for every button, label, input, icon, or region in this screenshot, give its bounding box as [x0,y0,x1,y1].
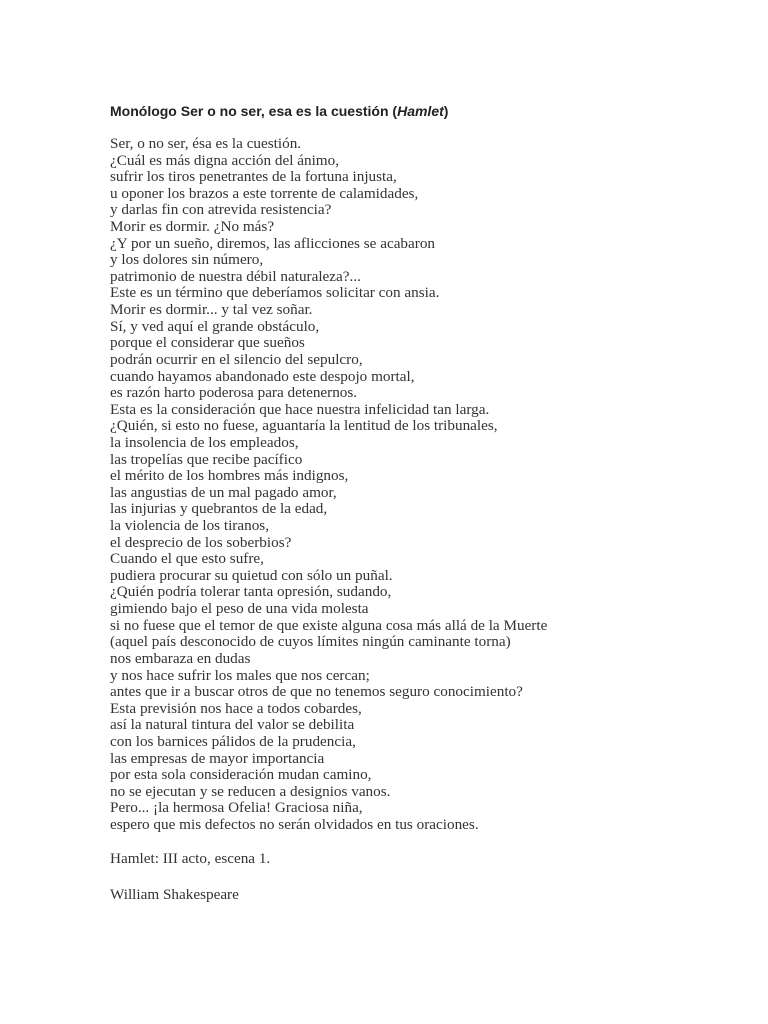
monologue-line: Esta previsión nos hace a todos cobardes, [110,699,362,717]
monologue-line: ¿Quién, si esto no fuese, aguantaría la lentitud de los tribunales, [110,417,498,435]
monologue-line: antes que ir a buscar otros de que no tenemos seguro conocimiento? [110,683,523,701]
monologue-line: si no fuese que el temor de que existe alguna cosa más allá de la Muerte [110,616,548,634]
monologue-line: Morir es dormir... y tal vez soñar. [110,301,313,319]
monologue-line: Morir es dormir. ¿No más? [110,218,275,236]
title-prefix: Monólogo Ser o no ser, esa es la cuestión ( [110,103,398,119]
monologue-line: el mérito de los hombres más indignos, [110,467,349,485]
monologue-line: la insolencia de los empleados, [110,433,299,451]
monologue-line: ¿Quién podría tolerar tanta opresión, sudando, [110,583,392,601]
monologue-line: porque el considerar que sueños [110,334,305,352]
title-suffix: ) [443,103,449,119]
document-title [110,102,448,120]
monologue-line: ¿Y por un sueño, diremos, las aflicciones se acabaron [110,234,436,252]
title-italic-hamlet: Hamlet [397,103,444,119]
scene-reference: Hamlet: III acto, escena 1. [110,850,271,867]
monologue-line: así la natural tintura del valor se debilita [110,716,355,734]
monologue-line: las tropelías que recibe pacífico [110,450,303,468]
monologue-line: cuando hayamos abandonado este despojo mortal, [110,367,415,385]
monologue-line: pudiera procurar su quietud con sólo un puñal. [110,566,393,584]
monologue-line: por esta sola consideración mudan camino, [110,766,372,784]
monologue-line: Cuando el que esto sufre, [110,550,264,568]
monologue-line: no se ejecutan y se reducen a designios vanos. [110,782,391,800]
monologue-text [110,136,730,834]
monologue-line: y nos hace sufrir los males que nos cercan; [110,666,370,684]
monologue-line: con los barnices pálidos de la prudencia, [110,732,356,750]
monologue-line: las empresas de mayor importancia [110,749,325,767]
monologue-line: Esta es la consideración que hace nuestra infelicidad tan larga. [110,400,490,418]
monologue-line: el desprecio de los soberbios? [110,533,292,551]
monologue-line: (aquel país desconocido de cuyos límites ningún caminante torna) [110,633,511,651]
monologue-line: las injurias y quebrantos de la edad, [110,500,328,518]
monologue-line: y darlas fin con atrevida resistencia? [110,201,332,219]
monologue-line: u oponer los brazos a este torrente de calamidades, [110,184,419,202]
monologue-line: gimiendo bajo el peso de una vida molesta [110,600,369,618]
monologue-line: Sí, y ved aquí el grande obstáculo, [110,317,320,335]
monologue-line: Este es un término que deberíamos solicitar con ansia. [110,284,440,302]
monologue-line: y los dolores sin número, [110,251,264,269]
author-name: William Shakespeare [110,886,239,903]
monologue-line: Ser, o no ser, ésa es la cuestión. [110,135,302,152]
monologue-line: es razón harto poderosa para detenernos. [110,384,358,402]
monologue-line: Pero... ¡la hermosa Ofelia! Graciosa niña, [110,799,363,817]
monologue-line: la violencia de los tiranos, [110,517,270,535]
monologue-line: espero que mis defectos no serán olvidados en tus oraciones. [110,815,479,833]
monologue-line: patrimonio de nuestra débil naturaleza?... [110,267,361,285]
monologue-line: ¿Cuál es más digna acción del ánimo, [110,151,340,169]
monologue-line: sufrir los tiros penetrantes de la fortuna injusta, [110,168,397,186]
monologue-line: las angustias de un mal pagado amor, [110,483,337,501]
monologue-line: nos embaraza en dudas [110,649,251,667]
monologue-line: podrán ocurrir en el silencio del sepulcro, [110,350,363,368]
